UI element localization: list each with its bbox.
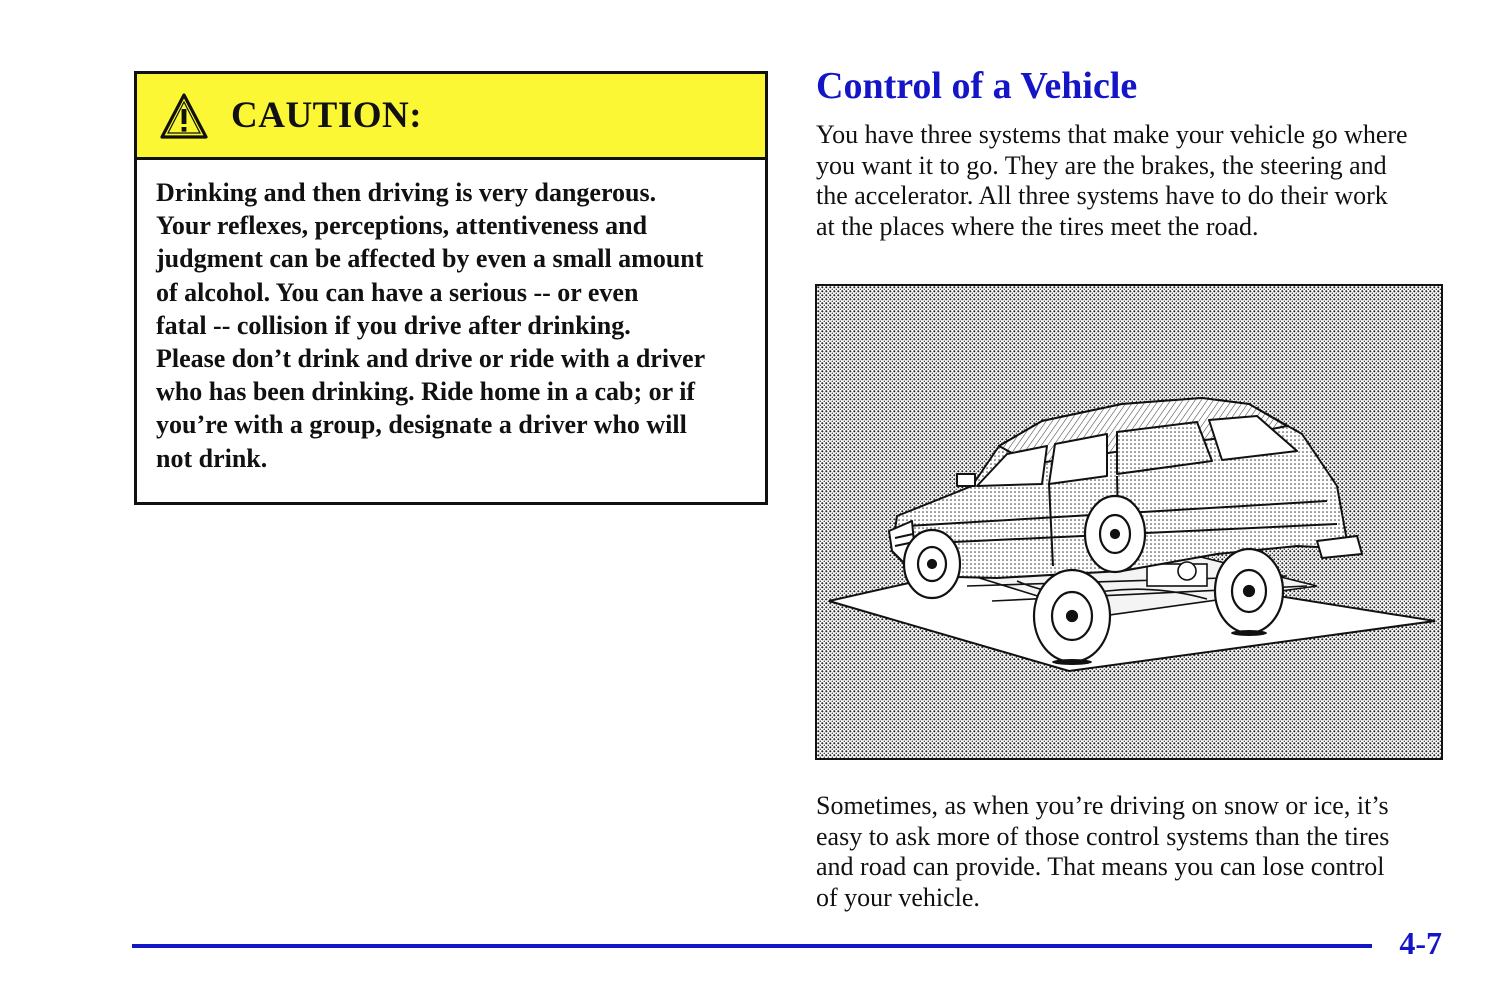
caution-line: of alcohol. You can have a serious -- or even: [156, 277, 639, 307]
caution-box: [134, 71, 768, 505]
outro-line: Sometimes, as when you’re driving on snow or ice, it’s: [816, 791, 1389, 820]
outro-line: easy to ask more of those control systems than the tires: [816, 821, 1390, 851]
outro-line: and road can provide. That means you can lose control: [816, 852, 1385, 882]
intro-line: you want it to go. They are the brakes, the steering and: [816, 150, 1387, 180]
section-title: Control of a Vehicle: [816, 65, 1138, 107]
intro-line: the accelerator. All three systems have to do their work: [816, 181, 1388, 211]
caution-line: Please don’t drink and drive or ride with a driver: [156, 344, 706, 374]
intro-line: at the places where the tires meet the road.: [816, 211, 1259, 241]
caution-line: you’re with a group, designate a driver who will: [156, 410, 687, 440]
vehicle-illustration: [815, 284, 1443, 760]
footer-rule: [132, 944, 1372, 948]
outro-paragraph: [816, 791, 1466, 913]
page-number: 4-7: [1399, 925, 1442, 961]
caution-line: fatal -- collision if you drive after drinking.: [156, 310, 631, 340]
caution-line: judgment can be affected by even a small amount: [156, 244, 704, 274]
outro-line: of your vehicle.: [816, 882, 980, 912]
caution-line: not drink.: [156, 443, 268, 473]
caution-header: [137, 74, 765, 160]
caution-title: CAUTION:: [231, 95, 423, 136]
warning-triangle-icon: [159, 92, 209, 140]
caution-text: [137, 160, 765, 475]
caution-line: who has been drinking. Ride home in a cab; or if: [156, 377, 696, 407]
caution-line: Your reflexes, perceptions, attentiveness and: [156, 211, 648, 241]
intro-paragraph: [816, 120, 1466, 242]
intro-line: You have three systems that make your vehicle go where: [816, 120, 1408, 149]
caution-line: Drinking and then driving is very dangerous.: [156, 178, 657, 207]
suv-on-road-illustration: [817, 286, 1441, 758]
